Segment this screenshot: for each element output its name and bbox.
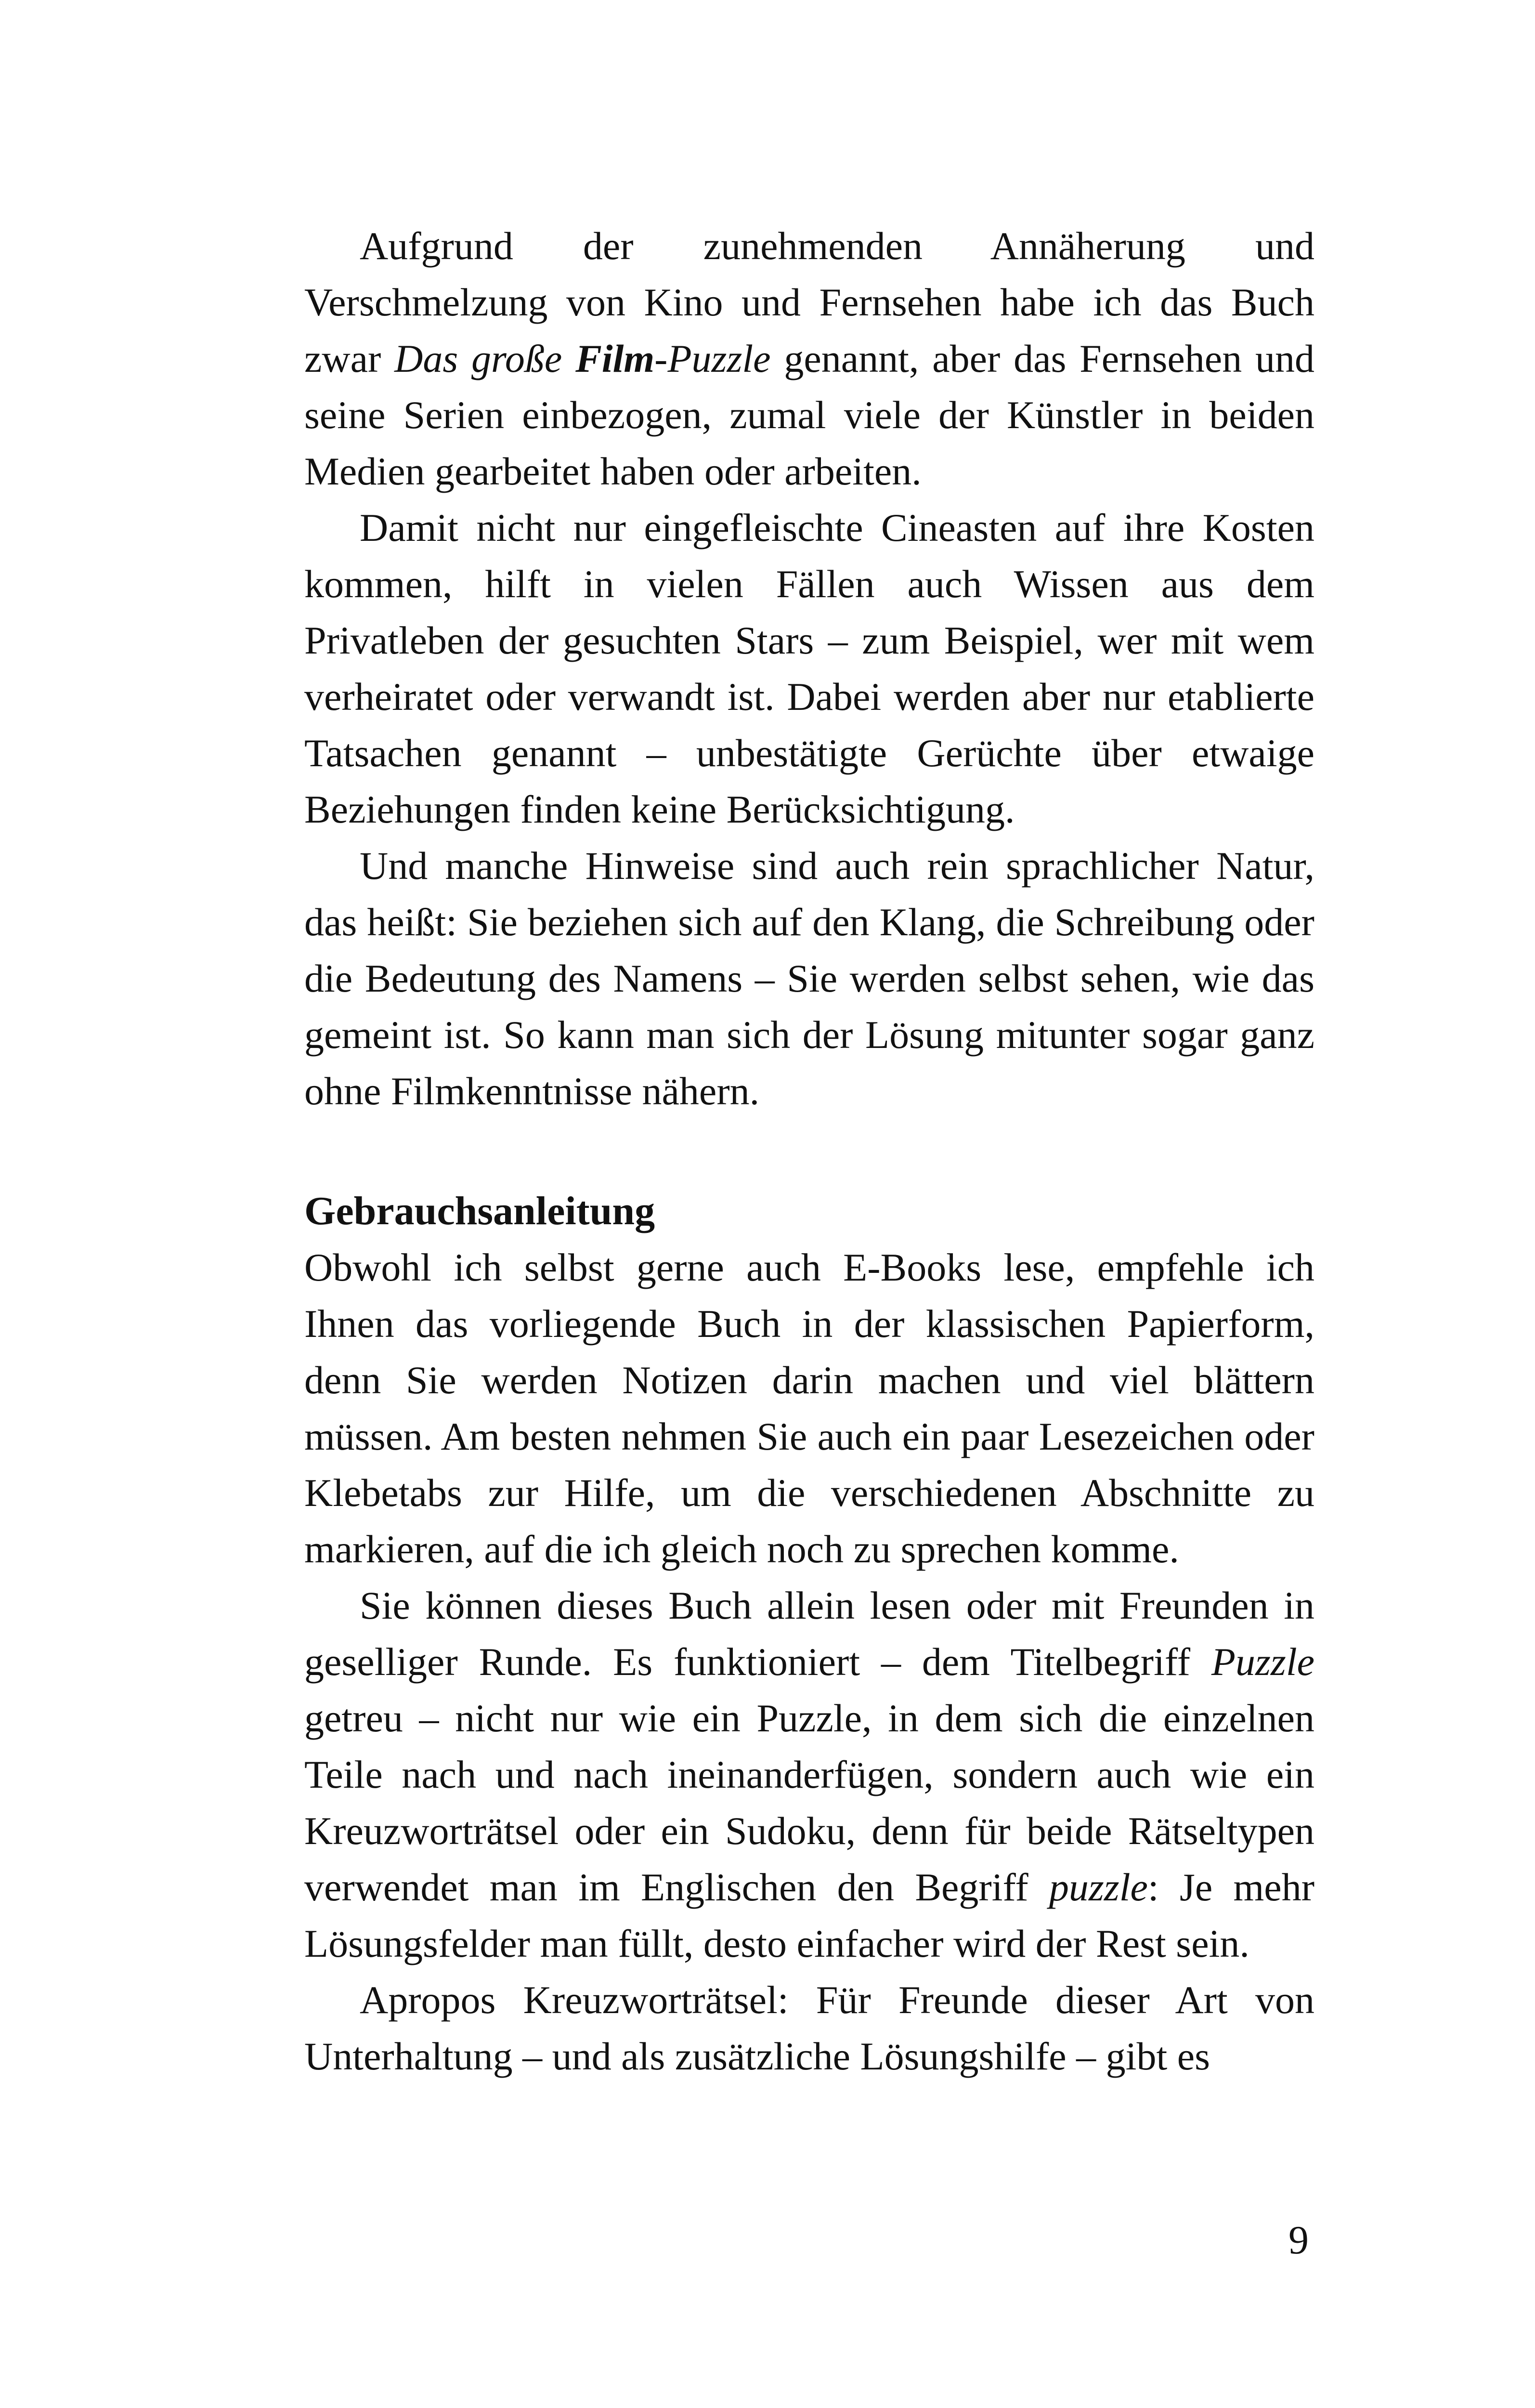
body-text: [304, 218, 1314, 2084]
term-puzzle-lowercase: puzzle: [1049, 1865, 1148, 1909]
book-title-part-c: -Puzzle: [654, 337, 771, 380]
paragraph-intro-3: Und manche Hinweise sind auch rein sprachlicher Natur, das heißt: Sie beziehen sich auf den Klang, die Schreibung oder die Bedeutung des Namens – Sie werden selbst sehen, wie das gemeint ist. So kann man sich der Lösung mitunter sogar ganz ohne Filmkenntnisse nähern.: [304, 844, 1314, 1113]
paragraph-intro-2: Damit nicht nur eingefleischte Cineasten auf ihre Kosten kommen, hilft in vielen Fällen auch Wissen aus dem Privatleben der gesuchten Stars – zum Beispiel, wer mit wem verheiratet oder verwandt ist. Dabei werden aber nur etablierte Tatsachen genannt – unbestätigte Gerüchte über etwaige Beziehungen finden keine Berücksichtigung.: [304, 506, 1314, 831]
term-puzzle-capital: Puzzle: [1211, 1640, 1314, 1684]
book-title-part-a: Das große: [394, 337, 576, 380]
paragraph-section-2-part-a: Sie können dieses Buch allein lesen oder mit Freunden in geselliger Runde. Es funktioniert – dem Titelbegriff: [304, 1584, 1314, 1684]
paragraph-section-2: [304, 1577, 1314, 1972]
paragraph-intro-1-part-a: Aufgrund der zunehmenden Annäherung und Verschmelzung von Kino und Fernsehen habe ich das Buch zwar: [304, 224, 1314, 380]
paragraph-section-1: Obwohl ich selbst gerne auch E-Books lese, empfehle ich Ihnen das vorliegende Buch in der klassischen Papierform, denn Sie werden Notizen darin machen und viel blättern müssen. Am besten nehmen Sie auch ein paar Lesezeichen oder Klebetabs zur Hilfe, um die verschiedenen Abschnitte zu markieren, auf die ich gleich noch zu sprechen komme.: [304, 1245, 1314, 1571]
paragraph-intro-1-part-b: genannt, aber das Fernsehen und seine Serien einbezogen, zumal viele der Künstler in beiden Medien gearbeitet haben oder arbeiten.: [304, 337, 1314, 493]
book-title-part-b: Film: [575, 337, 655, 380]
section-heading: Gebrauchsanleitung: [304, 1189, 655, 1233]
paragraph-intro-1: [304, 218, 1314, 499]
page-number: 9: [1288, 2218, 1309, 2263]
paragraph-section-2-part-b: getreu – nicht nur wie ein Puzzle, in dem sich die einzelnen Teile nach und nach ineinanderfügen, sondern auch wie ein Kreuzworträtsel oder ein Sudoku, denn für beide Rätseltypen verwendet man im Englischen den Begriff: [304, 1696, 1314, 1909]
paragraph-section-2-part-c: : Je mehr Lösungsfelder man füllt, desto einfacher wird der Rest sein.: [304, 1865, 1314, 1965]
paragraph-section-3: Apropos Kreuzworträtsel: Für Freunde dieser Art von Unterhaltung – und als zusätzliche Lösungshilfe – gibt es: [304, 1978, 1314, 2078]
